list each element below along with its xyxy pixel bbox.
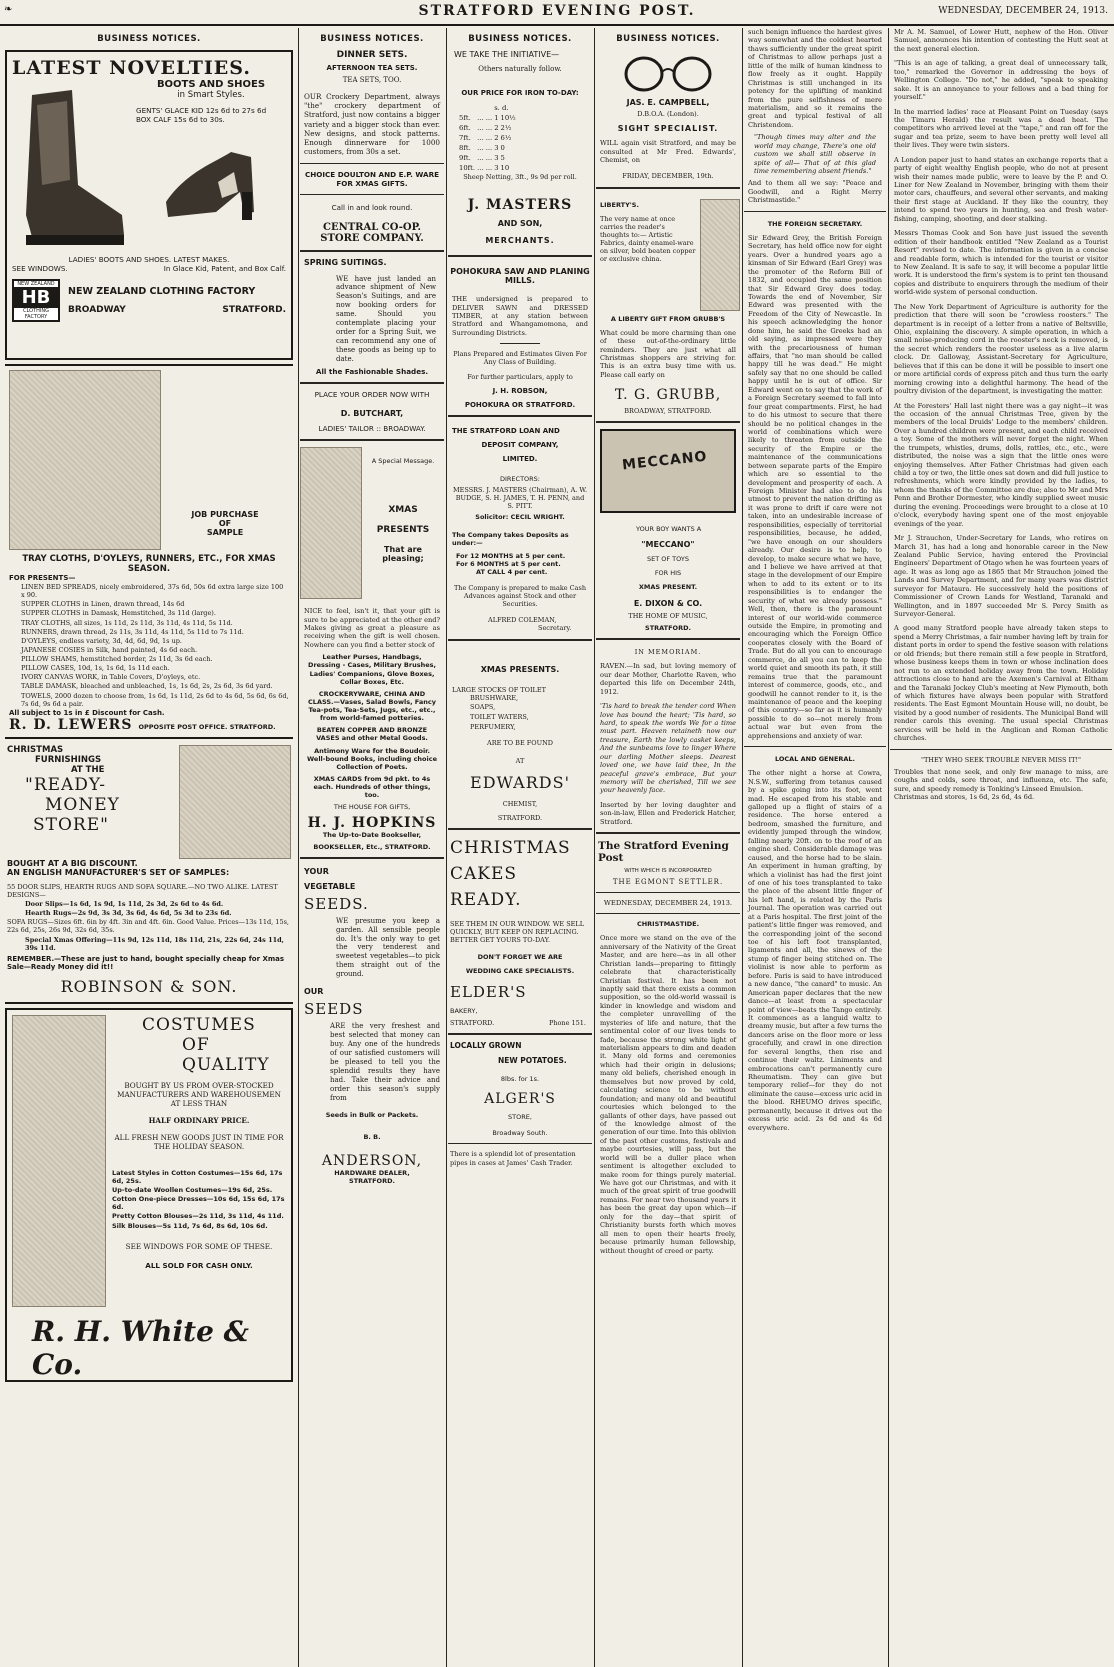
cell: 2 <box>494 124 499 132</box>
column-4 <box>596 28 740 1667</box>
cakes-forget: DON'T FORGET WE ARE <box>477 952 563 961</box>
list-item: SUPPER CLOTHS in Linen, drawn thread, 14s 6d <box>21 600 185 609</box>
news-paragraph: A London paper just to hand states an exchange reports that a party of eight wealthy English people, who do not at present wish their names made public, were to leave by the P. and O. Liner for New Zealand in November, bringing with them their motor cars, chauffeurs, and several other servants, and making their first stage at Auckland. If they like the country, they intend to spend two years in hunting, sea and fresh water-fishing, camping, shooting, and deer stalking. <box>894 155 1108 223</box>
logo-bottom-text: CLOTHING FACTORY <box>23 308 49 320</box>
firm-address: OPPOSITE POST OFFICE. STRATFORD. <box>138 722 276 731</box>
editorial-continued: such benign influence the hardest gives way somewhat and the coldest hearted thaws sufficiently under the great spirit of Christmas to allow perhaps just a little of the milk of human kindness to flow freely as it ought. Happily Christmas is still unchanged in its potency for the uplifting of mankind from the pure selfishness of mere materialism, and so it remains the great and typical festival of all Christendom. <box>748 28 882 129</box>
spring-body: WE have just landed an advance shipment of New Season's Suitings, and are now booking orders for same. Should you contemplate placing your order for a Spring Suit, we can recommend any one of these goods as being up to date. <box>336 274 436 364</box>
see-windows: SEE WINDOWS. <box>12 264 68 273</box>
dinner-subtitle: AFTERNOON TEA SETS. <box>326 64 418 72</box>
firm-name: CENTRAL CO-OP. STORE COMPANY. <box>320 221 424 244</box>
list-item: BRUSHWARE, <box>470 693 519 702</box>
grubb-gift: A LIBERTY GIFT FROM GRUBB'S <box>610 314 726 323</box>
pohokura-plans: Plans Prepared and Estimates Given For Any Class of Building. <box>453 350 587 367</box>
cell: ... ... <box>477 144 493 152</box>
ad-white-co <box>5 1008 293 1382</box>
editorial-masthead: The Stratford Evening Post <box>598 840 729 865</box>
iron-title: WE TAKE THE INITIATIVE— <box>454 50 560 59</box>
cell: ... ... <box>477 134 493 142</box>
firm-name: ELDER'S <box>450 982 527 1001</box>
ad-subtitle: BOOTS AND SHOES <box>156 79 266 90</box>
contact-address: POHOKURA OR STRATFORD. <box>464 400 576 409</box>
cakes-heading: READY. <box>450 890 522 911</box>
news-paragraph: Mr J. Strauchon, Under-Secretary for Lands, who retires on March 31, has had a long and honorable career in the New Zealand Public Service, having entered the Provincial Engineers' Department of Otago when he was fourteen years of age. It was as long ago as 1865 that Mr Strauchon joined the Lands and Survey Department, and for many years was district surveyor for Mataura. He successively held the positions of Commissioner of Crown Lands for Westland, Taranaki and Wellington, and in 1897 succeeded Mr S. Percy Smith as Surveyor-General. <box>894 534 1108 618</box>
see-windows: SEE WINDOWS FOR SOME OF THESE. <box>125 1241 273 1251</box>
cell: 5 <box>500 154 505 162</box>
ad-kinds: In Glace Kid, Patent, and Box Calf. <box>163 264 286 273</box>
column-header: BUSINESS NOTICES. <box>97 34 201 44</box>
potatoes-heading: NEW POTATOES. <box>498 1056 567 1066</box>
grubb-body-2: What could be more charming than one of these out-of-the-ordinary little reminders. They are just what all Christmas shoppers are striving for. This is an extra busy time with us. Please call early on <box>600 328 736 379</box>
firm-name: ROBINSON & SON. <box>60 976 238 996</box>
list-item: TRAY CLOTHS, all sizes, 1s 11d, 2s 11d, 3s 11d, 4s 11d, 5s 11d. <box>21 618 233 627</box>
tonking-title: "THEY WHO SEEK TROUBLE NEVER MISS IT!" <box>920 755 1082 764</box>
sight-specialist: SIGHT SPECIALIST. <box>617 124 719 134</box>
unit-label: s. d. <box>494 104 509 112</box>
iron-subtitle: Others naturally follow. <box>478 65 562 73</box>
dinner-title: DINNER SETS. <box>336 50 408 60</box>
column-1 <box>2 28 296 1667</box>
netting-line: Sheep Netting, 3ft., 9s 9d per roll. <box>463 173 577 181</box>
news-paragraph: A good many Stratford people have already taken steps to spend a Merry Christmas, a fair number having left by train for distant ports in order to spend the festive season with relations or old friends; but there remain still a few people in Stratford, whose business keeps them in town or whose inclination does not run to an extended holiday away from the town. Holiday attractions close to hand are the Axemen's Carnival at Eltham and the Taranaki Jockey Club's meeting at New Plymouth, both of which fixtures have always been popular with Stratford residents. The East Egmont Mountain House will, no doubt, be visited by a good number of residents. The Municipal Band will render carols this evening. The usual special Christmas services will be held in the Anglican and Roman Catholic churches. <box>894 624 1108 743</box>
local-general-body: The other night a horse at Cowra, N.S.W., suffering from tetanus caused by a spike going into its foot, went mad. He escaped from his stable and galloped up a flight of stairs of a residence. The horse entered a bedroom, smashed the furniture, and evidently jumped through the window, falling nearly 20ft. on to the roof of an engine shed. Considerable damage was caused, and the horse had to be slain. An experiment in human grafting, by which a violinist has had the first joint of one of his toes transplanted to take the place of the absent little finger of his left hand, is related by the Paris Journal. The operation was carried out at a Paris hospital. The first joint of the patient's little finger was removed, and the corresponding joint of the second toe of his left foot transplanted, ligaments and all, the sinews of the stump of finger being stitched on. The violinist is now able to perform as before. Paris is said to have introduced a new dance, "the canard" to music. An American paper declares that the new dance—at least from a spectacular point of view—beats the Tango entirely. It commences as a languid waltz to dreamy music, but after a few turns the dancers arise on the floor more or less gracefully, and crawl in one direction for several lengths, then rise and continue their waltz. Liniments and embrocations can't permanently cure Rheumatism. They can give but temporary relief—for they do not eliminate the cause—excess uric acid in the blood. RHEUMO drives specific, permanently, because it drives out the excess uric acid. 2s 6d and 4s 6d everywhere. <box>748 769 882 1132</box>
meccano-body: YOUR BOY WANTS A <box>636 525 702 534</box>
editorial-title: CHRISTMASTIDE. <box>636 920 700 929</box>
cell: 6ft. <box>459 124 471 132</box>
firm-phone: Phone 151. <box>548 1018 586 1027</box>
edwards-at: AT <box>515 756 525 765</box>
news-paragraph: In the married ladies' race at Pleasant Point on Tuesday (says the Timaru Herald) the result was a dead heat. The competitors who arrived level at the "tape," and ran off for the sugar and tea prize, seem to have been pretty well level all their lives. They were twin sisters. <box>894 107 1108 150</box>
cell: 5ft. <box>459 114 471 122</box>
editorial-poem: "Though times may alter and the world may change, There's one old custom we shall still observe in spite of all— That of at this glad time remembering absent friends." <box>754 133 876 175</box>
job-sample: SAMPLE <box>206 528 244 537</box>
newspaper-title: STRATFORD EVENING POST. <box>418 3 696 19</box>
secretary-name: ALFRED COLEMAN, <box>488 616 557 625</box>
news-paragraph: "This is an age of talking, a great deal of unnecessary talk, too," remarked the Governor in addressing the boys of Wellington College. "Do not," he added, "speak to speaking sake. It is an annoyance to your fellows and a bad thing for yourself." <box>894 59 1108 102</box>
ad-lewers <box>5 364 293 739</box>
address-right: STRATFORD. <box>222 305 286 315</box>
logo-mark: HB <box>14 287 58 308</box>
hb-logo <box>12 279 60 322</box>
cakes-heading: CHRISTMAS <box>450 838 571 859</box>
cash-only: ALL SOLD FOR CASH ONLY. <box>145 1260 253 1270</box>
list-item: Door Slips—1s 6d, 1s 9d, 1s 11d, 2s 3d, 2s 6d to 4s 6d. <box>25 900 224 908</box>
cell: 8ft. <box>459 144 471 152</box>
firm-town: STRATFORD. <box>645 624 691 633</box>
firm-trade: CHEMIST, <box>502 799 538 808</box>
lewers-list <box>9 583 289 708</box>
masthead <box>0 0 1114 26</box>
column-5 <box>744 28 886 1667</box>
call-line: Call in and look round. <box>331 202 413 212</box>
dinner-subtitle-2: TEA SETS, TOO. <box>342 76 402 84</box>
fresh-goods: ALL FRESH NEW GOODS JUST IN TIME FOR THE HOLIDAY SEASON. <box>114 1132 284 1151</box>
editorial-body: Once more we stand on the eve of the anniversary of the Nativity of the Great Master, and are here—as in all other Christian lands—preparing to fittingly celebrate that characteristically Christian festival. It has been not inaptly said that there exists a common supposition, so the old-world wassail is kinder in knowledge and wisdom and the completer unravelling of the mysteries of life and nature, that the sentimental color of our lives tends to fade, because the strong white light of materialism appears to dim and deaden it. Many old forms and ceremonies which had their origin in delusions; many old beliefs, cherished enough in themselves but now proved by cold, calculating science to be without foundation; and many old and beautiful courtesies which belonged to the gallants of other days, have passed out of the knowledge almost of the generation of our time. Into this oblivion of the past other customs, festivals and maybe courtesies, will pass, but the world will be a duller place when sentiment is altogether excluded to make room for things purely material. We have got our Christmas, and with it much of the great spirit of true goodwill remains. For near two thousand years it has been the great day upon which—if only for the day—that spirit of Christianity bursts forth which moves all men to open their hearts freely, because primarily human fellowship, without thought of creed or party. <box>600 934 737 1255</box>
list-item: TOWELS, 2000 dozen to choose from, 1s 6d, 1s 11d, 2s 6d to 4s 6d, 5s 6d, 6s 6d, 7s 6d, 9s 6d a pair. <box>21 691 289 708</box>
directors-names: MESSRS. J. MASTERS (Chairman), A. W. BUDGE, S. H. JAMES, T. H. PENN, and S. PITT. <box>452 485 588 511</box>
column-2 <box>300 28 444 1667</box>
firm-address: BOOKSELLER, Etc., STRATFORD. <box>313 842 431 851</box>
list-item: SOAPS, <box>470 703 496 712</box>
cell: ... ... <box>477 154 493 162</box>
boot-illustration <box>12 85 132 255</box>
rug-illustration <box>179 745 291 859</box>
loan-title: LIMITED. <box>502 454 538 463</box>
cell: 7ft. <box>459 134 471 142</box>
optician-name: JAS. E. CAMPBELL, <box>626 98 710 107</box>
column-6 <box>890 28 1112 1667</box>
memoriam-title: IN MEMORIAM. <box>634 648 702 657</box>
loan-title: DEPOSIT COMPANY, <box>481 440 559 449</box>
initials: B. B. <box>363 1133 381 1141</box>
list-item: D'OYLEYS, endless variety, 3d, 4d, 6d, 9d, 1s up. <box>21 636 182 645</box>
cell: 10½ <box>500 114 516 122</box>
list-item: Latest Styles in Cotton Costumes—15s 6d, 17s 6d, 25s. <box>112 1168 283 1185</box>
list-item: Up-to-date Woollen Costumes—19s 6d, 25s. <box>112 1186 273 1194</box>
cell: 3 <box>494 144 499 152</box>
remember-note: REMEMBER.—These are just to hand, bought specially cheap for Xmas Sale—Ready Money did it!! <box>7 954 285 971</box>
list-item: XMAS CARDS from 9d pkt. to 4s each. Hundreds of other things, too. <box>313 774 431 800</box>
ad-title: OF QUALITY <box>182 1034 270 1075</box>
firm-trade: STORE, <box>508 1113 532 1122</box>
firm-address: LADIES' TAILOR :: BROADWAY. <box>318 424 426 434</box>
store-name: "READY- <box>25 774 107 795</box>
list-item: RUNNERS, drawn thread, 2s 11s, 3s 11d, 4s 11d, 5s 11d to 7s 11d. <box>21 627 244 636</box>
campbell-body: WILL again visit Stratford, and may be consulted at Mr Fred. Edwards', Chemist, on <box>600 139 736 164</box>
editorial-date: WEDNESDAY, DECEMBER 24, 1913. <box>603 899 733 908</box>
ad-title: LATEST NOVELTIES. <box>12 57 251 79</box>
cell: ... ... <box>477 124 493 132</box>
fashion-line: All the Fashionable Shades. <box>315 367 429 377</box>
store-name: MONEY <box>45 794 120 815</box>
memoriam-body: RAVEN.—In sad, but loving memory of our dear Mother, Charlotte Raven, who departed this life on December 24th, 1912. <box>600 662 736 696</box>
cakes-heading: CAKES <box>450 864 518 885</box>
flower-illustration <box>700 199 740 311</box>
firm-name: E. DIXON & CO. <box>633 598 703 608</box>
ad-subtitle-2: in Smart Styles. <box>177 90 245 100</box>
list-item: 55 DOOR SLIPS, HEARTH RUGS AND SOFA SQUARE.—NO TWO ALIKE. LATEST DESIGNS— <box>7 882 278 899</box>
cakes-body: SEE THEM IN OUR WINDOW. WE SELL QUICKLY, BUT KEEP ON REPLACING. BETTER GET YOURS TO-DAY. <box>450 920 585 945</box>
address-left: BROADWAY <box>68 305 126 315</box>
table-row <box>458 133 517 143</box>
pohokura-body: THE undersigned is prepared to DELIVER SAWN and DRESSED TIMBER, at any station between Stratford and Whangamomona, and Surrounding Districts. <box>452 295 588 337</box>
cell: 2½ <box>500 124 512 132</box>
grubb-body: The very name at once carries the reader's thoughts to:— Artistic Fabrics, dainty enamel-ware on silver, bold beaten copper or exclusive china. <box>600 214 696 264</box>
ad-heading: AT THE <box>71 764 105 775</box>
spring-title: SPRING SUITINGS. <box>304 257 387 267</box>
linen-illustration <box>9 370 161 550</box>
price-line-2: BOX CALF 15s 6d to 30s. <box>136 115 225 124</box>
deposit-note: The Company takes Deposits as under:— <box>452 531 569 548</box>
list-item: PERFUMERY, <box>470 722 516 731</box>
list-item: CROCKERYWARE, CHINA AND CLASS.—Vases, Salad Bowls, Fancy Tea-pots, Tea-Sets, Jugs, etc., etc., from world-famed potteries. <box>308 689 436 723</box>
firm-name: NEW ZEALAND CLOTHING FACTORY <box>68 286 256 297</box>
news-paragraph: The New York Department of Agriculture is authority for the prediction that there will soon be "crowless roosters." The department is in receipt of a letter from a native of Beltsville, Ohio, explaining the discovery. A simple operation, in which a small noise-producing cord in the rooster's neck is removed, is the secret which renders the rooster useless as a live alarm clock. Dr. Galloway, Assistant-Secretary for Agriculture, believes that if this can be done it will be possible to insert one or more artificial cords of express pitch and thus turn the early morning crowing into a delightful harmony. The head of the poultry division of the department, is investigating the matter. <box>894 302 1108 396</box>
list-item: Leather Purses, Handbags, Dressing - Cases, Military Brushes, Ladies' Companions, Glove Boxes, Collar Boxes, Etc. <box>308 653 436 686</box>
column-header: BUSINESS NOTICES. <box>468 34 572 44</box>
meccano-for: FOR HIS <box>654 568 682 577</box>
ad-robinson <box>5 743 293 1004</box>
seeds-bulk: Seeds in Bulk or Packets. <box>325 1110 419 1119</box>
table-row <box>458 123 517 133</box>
dinner-body: OUR Crockery Department, always "the" crockery department of Stratford, just now contains a bigger variety and a bigger stock than ever. New designs, and stock patterns. Enough dinnerware for 1000 customers, from 30s a set. <box>304 92 440 157</box>
optician-degree: D.B.O.A. (London). <box>637 110 699 118</box>
store-name: STORE" <box>33 814 109 835</box>
list-item: Silk Blouses—5s 11d, 7s 6d, 8s 6d, 10s 6d. <box>112 1221 268 1230</box>
solicitor: Solicitor: CECIL WRIGHT. <box>475 513 565 522</box>
cell: 10 <box>500 164 510 172</box>
masthead-incorporated: WITH WHICH IS INCORPORATED <box>624 868 712 875</box>
meccano-box <box>600 429 736 513</box>
house-for-gifts: THE HOUSE FOR GIFTS, <box>333 803 411 812</box>
potatoes-heading: LOCALLY GROWN <box>450 1041 522 1051</box>
contact-name: J. H. ROBSON, <box>492 386 548 395</box>
editorial-closing: And to them all we say: "Peace and Goodwill, and a Right Merry Christmastide." <box>748 179 882 205</box>
grubb-title: LIBERTY'S. <box>600 200 639 209</box>
column-header: BUSINESS NOTICES. <box>616 34 720 44</box>
firm-town: STRATFORD. <box>450 1018 495 1027</box>
list-item: TOILET WATERS, <box>470 713 529 722</box>
xmas-heading: XMAS <box>388 505 418 516</box>
table-row <box>458 153 517 163</box>
logo-top-text: NEW ZEALAND <box>17 281 55 287</box>
table-row <box>458 143 517 153</box>
trumpeter-illustration <box>300 447 362 599</box>
firm-trade: MERCHANTS. <box>485 236 555 246</box>
job-of: OF <box>218 519 232 528</box>
list-item: Pretty Cotton Blouses—2s 11d, 3s 11d, 4s 11d. <box>112 1212 284 1221</box>
pohokura-further: For further particulars, apply to <box>467 372 573 381</box>
news-paragraph: At the Foresters' Hall last night there was a gay night—it was the occasion of the annual Christmas Tree, given by the members of the local Druids' Lodge to the members' children. Over a hundred children were present, and each child received a toy. Some of the mothers will never forget the night. When the trumpets, whistles, drums, dolls, rattles, etc., etc., were distributed, the noise was a sign that the little ones were enjoying themselves. After Father Christmas had given each child a toy or two, the little ones sat down and did full justice to refreshments, which were kindly provided by the ladies, to whom the thanks of the Committee are due; also to Mr and Mrs Penn and Brother Dormester, who kindly supplied sweet music during the evening. Proceedings were brought to a close at 10 o'clock, everybody having spent one of the most enjoyable evenings of the year. <box>894 401 1108 528</box>
table-row <box>458 163 517 173</box>
list-item: TABLE DAMASK, bleached and unbleached, 1s, 1s 6d, 2s, 2s 6d, 3s 6d yard. <box>21 682 273 691</box>
half-price: HALF ORDINARY PRICE. <box>148 1115 250 1125</box>
list-item: BEATEN COPPER AND BRONZE VASES and other Metal Goods. <box>316 726 428 743</box>
ladies-shoe-illustration <box>156 132 266 242</box>
xmas-heading: PRESENTS <box>376 525 430 536</box>
samples-line: AN ENGLISH MANUFACTURER'S SET OF SAMPLES: <box>7 867 230 877</box>
choice-line: CHOICE DOULTON AND E.P. WARE FOR XMAS GIFTS. <box>304 169 440 188</box>
cell: 0 <box>500 144 505 152</box>
spectacles-illustration <box>596 50 740 98</box>
list-item: SOFA RUGS—Sizes 6ft. 6in by 4ft. 3in and 4ft. 6in. Good Value. Prices—13s 11d, 15s, 22s 6d, 25s, 26s 9d, 32s 6d, 35s. <box>7 918 289 935</box>
seeds-heading: VEGETABLE <box>304 881 356 891</box>
ad-caption: LADIES' BOOTS AND SHOES. LATEST MAKES. <box>68 255 230 264</box>
hopkins-list <box>306 653 438 799</box>
discount-note: All subject to 1s in £ Discount for Cash. <box>9 708 165 717</box>
list-item: LINEN BED SPREADS, nicely embroidered, 37s 6d, 50s 6d extra large size 100 x 90. <box>21 583 284 600</box>
meccano-xmas: XMAS PRESENT. <box>638 582 698 591</box>
cell: ... ... <box>477 164 493 172</box>
firm-name: H. J. HOPKINS <box>307 815 437 832</box>
job-purchase: JOB PURCHASE <box>191 510 259 519</box>
price-line-1: GENTS' GLACE KID 12s 6d to 27s 6d <box>136 106 267 115</box>
memoriam-poem: 'Tis hard to break the tender cord When love has bound the heart; 'Tis hard, so hard, to speak the words We for a time must part. Heaven retaineth now our treasure, Earth the lowly casket keeps, And the sunbeams love to linger Where our darling Mother sleeps. Dearest loved one, we have laid thee, In the peaceful grave's embrace, But your memory will be cherished, Till we see your heavenly face. <box>600 702 736 795</box>
deposit-rate: For 6 MONTHS at 5 per cent. <box>456 559 561 568</box>
cell: ... ... <box>477 114 493 122</box>
edwards-title: XMAS PRESENTS. <box>480 664 560 674</box>
seeds-heading: OUR <box>304 987 324 997</box>
list-item: Hearth Rugs—2s 9d, 3s 3d, 3s 6d, 4s 6d, 5s 3d to 23s 6d. <box>25 909 232 918</box>
xmas-heading: That are pleasing; <box>382 545 424 564</box>
fleuron-icon: ❧ <box>4 4 13 15</box>
edwards-found: ARE TO BE FOUND <box>487 738 553 747</box>
pohokura-title: POHOKURA SAW AND PLANING MILLS. <box>450 267 590 286</box>
cell: 3 <box>494 154 499 162</box>
column-3 <box>448 28 592 1667</box>
table-row <box>458 113 517 123</box>
list-item: Cotton One-piece Dresses—10s 6d, 15s 6d, 17s 6d. <box>112 1195 285 1212</box>
ad-heading: FURNISHINGS <box>35 754 102 765</box>
seeds-heading: SEEDS. <box>304 894 369 913</box>
pipes-note: There is a splendid lot of presentation pipes in cases at James' Cash Trader. <box>450 1150 576 1167</box>
firm-name: ALGER'S <box>484 1091 556 1108</box>
firm-address: BROADWAY, STRATFORD. <box>624 407 712 416</box>
firm-tag: THE HOME OF MUSIC, <box>628 611 708 620</box>
news-paragraph: Messrs Thomas Cook and Son have just issued the seventh edition of their handbook entitled "New Zealand as a Tourist Resort" revised to date. The information is given in a concise and readable form, which is intended for the tourist or visitor to New Zealand. It is safe to say, it will become a popular little work. It is understood the firm's system is to print ten thousand copies and distribute to enquirers through the medium of their world-wide system of personal conduction. <box>894 229 1108 297</box>
campbell-date: FRIDAY, DECEMBER, 19th. <box>622 172 714 181</box>
seeds-body: WE presume you keep a garden. All sensible people do. It's the only way to get the very tenderest and sweetest vegetables—to pick them straight out of the ground. <box>336 916 440 979</box>
column-header: BUSINESS NOTICES. <box>320 34 424 44</box>
firm-town: STRATFORD. <box>349 1177 395 1186</box>
firm-signature: R. H. White & Co. <box>32 1314 249 1381</box>
meccano-box-label: MECCANO <box>621 449 709 474</box>
seeds-heading: SEEDS <box>304 1000 364 1019</box>
foreign-secretary-body: Sir Edward Grey, the British Foreign Secretary, has held office now for eight years. Over a hundred years ago a kinsman of Sir Edward (Earl Grey) was the promoter of the Reform Bill of 1832, and occupied the same position that Sir Edward Grey does today. Towards the end of November, Sir Edward was presented with the Freedom of the City of Newcastle. In his speech acknowledging the honor done him, he said the Greeks had an old saying, as impressed were they with the precariousness of human affairs, that "no man should be called happy till he was dead." He might safely say that no one should be called happy until he is out of office. Sir Edward went on to say that the work of a Foreign Secretary seemed to fall into four great compartments. First, he had to do his utmost to secure that there should be no political changes in the world of combinations which were likely to threaten from outside the security of the Empire or the maintenance of the communications between separate parts of the Empire which are so essential to the development and prosperity of each. A Foreign Minister had also to do his utmost to prevent the nation drifting as it was prone to drift if care were not taken, into an undesirable increase of responsibilities, especially of territorial responsibilities, because, he added, "we have enough on our shoulders already. Our desire is to help, to develop, to make secure what we have, and I believe we have arrived at that stage in the development of our Empire when to add to its extent or to its responsibilities is to endanger the security of what we already possess." Well, then, there is the paramount interest of our world-wide commerce outside the Empire, in promoting and encouraging which the Foreign Office cooperates closely with the Board of Trade. But do all you can to encourage commerce, do all you can to keep the world quiet and smooth its path, it still remains true that the paramount interest of commerce, goods, etc., and goodwill he cannot render to it, is the maintenance of peace and the keeping of this country—so far as it is humanly possible to do so—not merely from actual war but even from the apprehensions and anxiety of war. <box>748 233 882 740</box>
ad-title: COSTUMES <box>142 1014 256 1035</box>
firm-tag: The Up-to-Date Bookseller, <box>322 831 422 840</box>
loan-advances: The Company is prepared to make Cash Advances against Stock and other Securities. <box>453 583 587 609</box>
masthead-settler: THE EGMONT SETTLER. <box>612 878 724 887</box>
iron-price-table <box>458 103 517 173</box>
list-item: JAPANESE COSIES in Silk, hand painted, 4s 6d each. <box>21 645 198 654</box>
ad-heading: CHRISTMAS <box>7 744 64 755</box>
firm-name-2: AND SON, <box>497 219 543 229</box>
loan-title: THE STRATFORD LOAN AND <box>452 426 560 435</box>
list-item: Special Xmas Offering—11s 9d, 12s 11d, 18s 11d, 21s, 22s 6d, 24s 11d, 39s 11d. <box>25 935 284 952</box>
ad-intro: BOUGHT BY US FROM OVER-STOCKED MANUFACTURERS AND WAREHOUSEMEN AT LESS THAN <box>117 1080 281 1108</box>
firm-address: Broadway South. <box>492 1129 548 1138</box>
deposit-rate: For 12 MONTHS at 5 per cent. <box>456 551 566 560</box>
cell: 10ft. <box>459 164 476 172</box>
edwards-list <box>470 694 592 733</box>
foreign-secretary-title: THE FOREIGN SECRETARY. <box>767 219 863 228</box>
meccano-name: "MECCANO" <box>641 539 695 549</box>
cell: 6½ <box>500 134 512 142</box>
costume-list <box>112 1169 286 1230</box>
firm-trade: HARDWARE DEALER, <box>334 1169 410 1178</box>
bought-line: BOUGHT AT A BIG DISCOUNT. <box>7 858 138 868</box>
iron-price-heading: OUR PRICE FOR IRON TO-DAY: <box>461 89 579 97</box>
firm-name: EDWARDS' <box>470 772 570 792</box>
firm-town: STRATFORD. <box>497 814 543 823</box>
cell: 2 <box>494 134 499 142</box>
memoriam-inserted: Inserted by her loving daughter and son-in-law, Ellen and Frederick Hatcher, Stratford. <box>600 800 736 826</box>
list-item: PILLOW SHAMS, hemstitched border, 2s 11d, 3s 6d each. <box>21 655 213 663</box>
cakes-wedding: WEDDING CAKE SPECIALISTS. <box>465 966 575 975</box>
news-paragraph: Mr A. M. Samuel, of Lower Hutt, nephew of the Hon. Oliver Samuel, announces his intention of contesting the Hutt seat at the next general election. <box>894 28 1108 53</box>
list-item: Antimony Ware for the Boudoir. Well-bound Books, including choice Collection of Poets. <box>306 746 438 771</box>
cell: 1 <box>494 114 499 122</box>
edwards-body: LARGE STOCKS OF TOILET <box>452 685 546 694</box>
seeds-body: ARE the very freshest and best selected that money can buy. Any one of the hundreds of our satisfied customers will be pleased to tell you the splendid results they have had. Take their advice and order this season's supply from <box>330 1022 440 1102</box>
potatoes-price: 8lbs. for 1s. <box>500 1075 540 1084</box>
list-item: PILLOW CASES, 10d, 1s, 1s 6d, 1s 11d each. <box>21 664 170 673</box>
list-item: IVORY CANVAS WORK, in Table Covers, D'oyleys, etc. <box>21 673 201 682</box>
meccano-set: SET OF TOYS <box>646 554 690 563</box>
tonking-price: Christmas and stores, 1s 6d, 2s 6d, 4s 6d. <box>894 793 1035 801</box>
firm-name: D. BUTCHART, <box>340 409 404 419</box>
lewers-headline: TRAY CLOTHS, D'OYLEYS, RUNNERS, ETC., FOR XMAS SEASON. <box>22 554 276 574</box>
secretary-title: Secretary. <box>538 624 572 633</box>
deposit-rate: AT CALL 4 per cent. <box>476 567 548 576</box>
list-item: SUPPER CLOTHS in Damask, Hemstitched, 3s 11d (large). <box>21 609 216 618</box>
for-presents: FOR PRESENTS— <box>9 574 76 582</box>
cell: 3 <box>494 164 499 172</box>
xmas-body: NICE to feel, isn't it, that your gift is sure to be appreciated at the other end? Makes giving as great a pleasure as receiving when the gift is well chosen. Nowhere can you find a better stock of <box>304 607 440 649</box>
local-general-title: LOCAL AND GENERAL. <box>774 755 856 764</box>
firm-name: ANDERSON, <box>321 1153 423 1170</box>
tonking-body: Troubles that none seek, and only few manage to miss, are coughs and colds, sore throat, and influenza, etc. The safe, sure, and speedy remedy is Tonking's Linseed Emulsion. <box>894 767 1108 793</box>
firm-name: J. MASTERS <box>467 197 573 214</box>
cell: 9ft. <box>459 154 471 162</box>
place-order: PLACE YOUR ORDER NOW WITH <box>314 390 430 400</box>
robinson-list <box>7 883 291 952</box>
special-message: A Special Message. <box>371 457 435 466</box>
firm-trade: BAKERY, <box>450 1006 478 1015</box>
directors-label: DIRECTORS: <box>499 474 540 483</box>
firm-name: T. G. GRUBB, <box>614 387 722 404</box>
costume-illustration <box>12 1015 106 1307</box>
firm-name: R. D. LEWERS <box>9 716 133 733</box>
seeds-heading: YOUR <box>304 866 329 876</box>
issue-date: WEDNESDAY, DECEMBER 24, 1913. <box>938 6 1108 16</box>
ad-latest-novelties <box>5 50 293 360</box>
